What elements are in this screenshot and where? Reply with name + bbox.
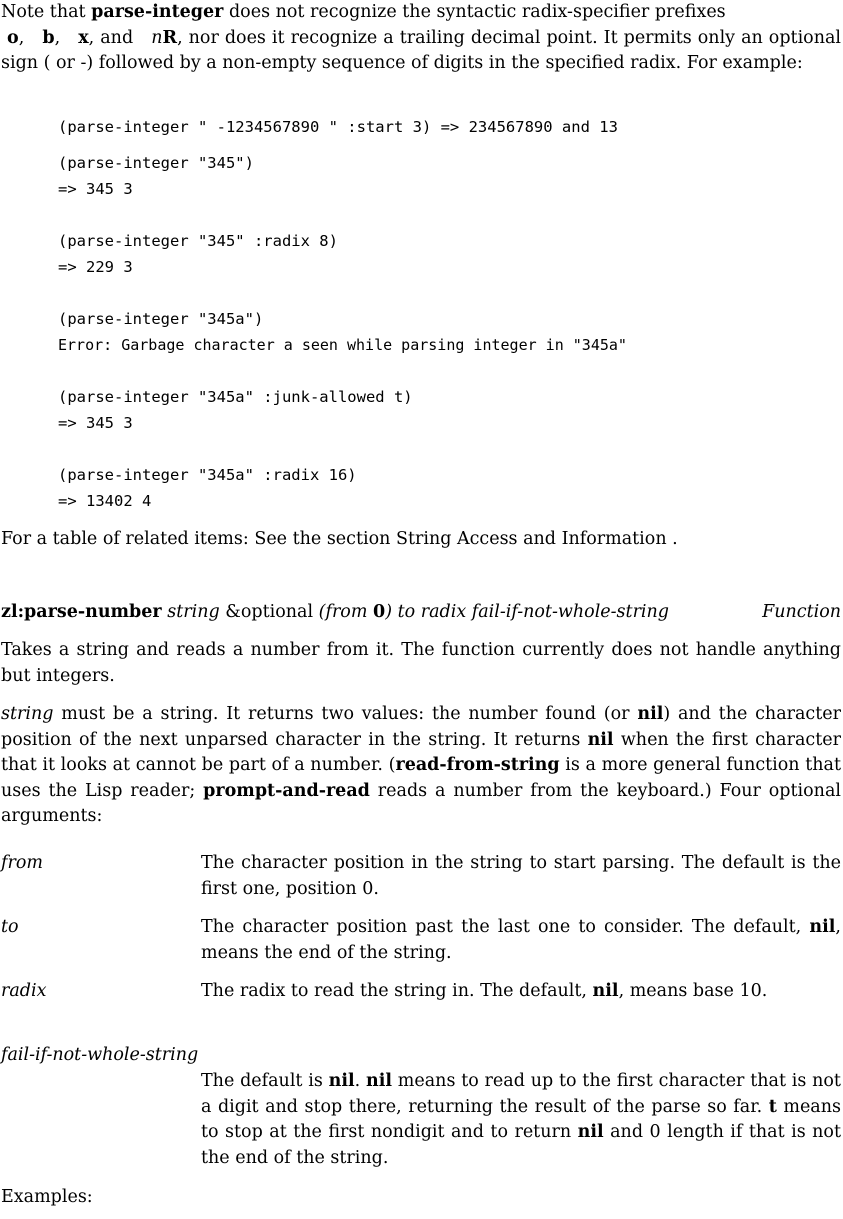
arg-ref: string [1, 704, 54, 724]
code-line: (parse-integer "345a" :junk-allowed t) [58, 388, 413, 406]
arg-term-fail: fail-if-not-whole-string [1, 1045, 199, 1065]
related-items-line: For a table of related items: See the section String Access and Information . [1, 529, 678, 549]
function-signature [1, 599, 841, 625]
function-name: parse-integer [91, 2, 224, 22]
desc-text: means to stop at the first nondigit and to return [201, 1096, 841, 1142]
examples-heading: Examples: [1, 1187, 93, 1207]
arg-term-radix: radix [1, 981, 47, 1001]
intro-text: and [100, 27, 134, 48]
desc-text: means to read up to the first character that is not a digit and stop there, returning the result of the parse so far. [201, 1071, 841, 1117]
signature-name: zl:parse-number [1, 602, 162, 622]
nil-keyword: nil [365, 1071, 393, 1091]
prefix-b: b [42, 27, 55, 48]
desc-text: reads a number from the keyboard.) Four optional arguments: [1, 780, 841, 826]
signature-kind: Function [762, 602, 841, 622]
arg-term-from: from [1, 853, 43, 873]
desc-text: when the first character that it looks at cannot be part of a number. ( [1, 729, 841, 775]
arg-term-to: to [1, 917, 19, 937]
nil-keyword: nil [577, 1122, 604, 1142]
code-line: (parse-integer " -1234567890 " :start 3) => 234567890 and 13 [58, 118, 618, 136]
desc-text: , means base 10. [618, 981, 768, 1001]
desc-text: is a more general function that uses the Lisp reader; [1, 755, 841, 801]
desc-text: The default is [201, 1071, 323, 1091]
signature-arg: (from [318, 602, 368, 622]
t-keyword: t [768, 1096, 777, 1117]
signature-optional: &optional [225, 602, 314, 622]
prefix-r: R [162, 27, 178, 48]
code-line: => 13402 4 [58, 492, 152, 510]
intro-text: does not recognize the syntactic radix-specifier prefixes [228, 2, 726, 22]
description-paragraph [1, 702, 841, 830]
arg-desc-to [201, 915, 841, 966]
desc-text: The character position past the last one to consider. The default, [201, 917, 802, 937]
nil-keyword: nil [592, 981, 619, 1001]
prefix-x: x [78, 27, 89, 48]
arg-desc-fail [201, 1069, 841, 1171]
function-ref: read-from-string [395, 755, 560, 775]
nil-keyword: nil [637, 704, 664, 724]
code-line: (parse-integer "345" :radix 8) [58, 232, 338, 250]
error-line: Error: Garbage character a seen while parsing integer in "345a" [58, 336, 627, 354]
intro-text: , nor does it recognize a trailing decimal point. It permits only an optional sign ( or -) followed by a non-empty sequence of digits in the specified radix. For example: [1, 27, 841, 73]
nil-keyword: nil [328, 1071, 355, 1091]
function-ref: prompt-and-read [203, 780, 370, 801]
signature-args [1, 599, 669, 625]
nil-keyword: nil [587, 729, 614, 750]
signature-arg: ) to radix fail-if-not-whole-string [385, 602, 670, 622]
code-line: (parse-integer "345a" :radix 16) [58, 466, 357, 484]
desc-text: , means the end of the string. [201, 917, 841, 963]
signature-default: 0 [373, 602, 386, 622]
prefix-o: o [7, 27, 19, 48]
desc-text: must be a string. It returns two values: the number found (or [61, 704, 630, 724]
desc-text: and 0 length if that is not the end of the string. [201, 1122, 841, 1168]
intro-text: Note that [1, 2, 86, 22]
code-line: (parse-integer "345a") [58, 310, 264, 328]
prefix-n: n [151, 27, 163, 48]
arg-desc-radix [201, 979, 841, 1005]
description-paragraph: Takes a string and reads a number from it. The function currently does not handle anything but integers. [1, 640, 841, 686]
desc-text: . [354, 1071, 361, 1091]
signature-arg: string [167, 602, 220, 622]
code-line: (parse-integer "345") [58, 154, 254, 172]
code-line: => 229 3 [58, 258, 133, 276]
code-line: => 345 3 [58, 414, 133, 432]
desc-text: ) and the character position of the next unparsed character in the string. It returns [1, 704, 841, 750]
code-line: => 345 3 [58, 180, 133, 198]
desc-text: The radix to read the string in. The default, [201, 981, 587, 1001]
arg-desc-from: The character position in the string to start parsing. The default is the first one, position 0. [201, 853, 841, 899]
intro-paragraph: Note that parse-integer does not recognize the syntactic radix-specifier prefixes o, b, x, and nR, nor does it recognize a trailing decimal point. It permits only an optional sign ( or -) followed by a non-empty sequence of digits in the specified radix. For example: [1, 2, 841, 73]
nil-keyword: nil [809, 917, 836, 937]
